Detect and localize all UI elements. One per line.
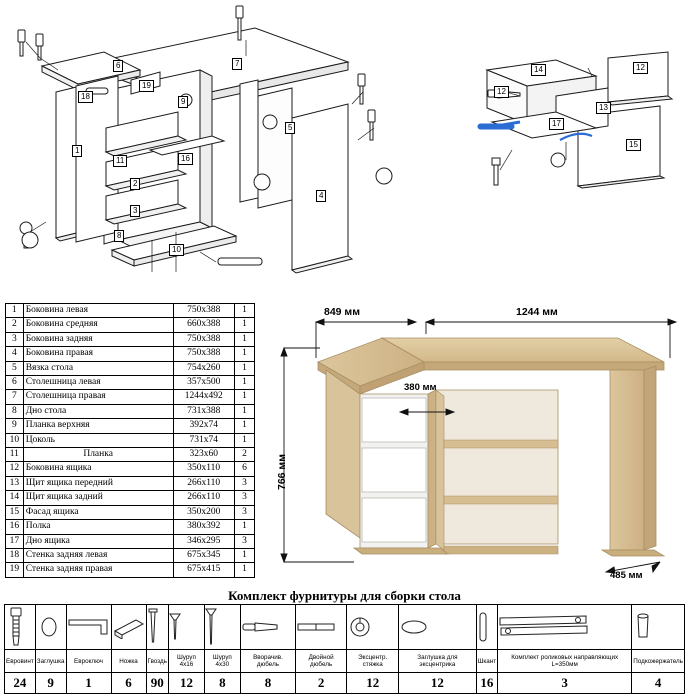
part-qty: 1 — [234, 520, 254, 534]
part-dim: 675x415 — [173, 563, 234, 577]
callout-8: 8 — [114, 230, 124, 242]
part-qty: 1 — [234, 318, 254, 332]
kit-qty: 12 — [399, 673, 476, 694]
kit-qty: 12 — [347, 673, 399, 694]
dimension-width-left: 849 мм — [324, 306, 360, 318]
part-name: Вязка стола — [23, 361, 173, 375]
callout-3: 3 — [130, 205, 140, 217]
part-name: Дно стола — [23, 404, 173, 418]
cup-holder-icon — [632, 613, 684, 641]
part-qty: 6 — [234, 462, 254, 476]
part-dim: 392x74 — [173, 419, 234, 433]
callout-11: 11 — [113, 155, 127, 167]
cam-lock-icon — [347, 614, 398, 640]
kit-cell-icon — [632, 605, 685, 650]
screw-in-dowel-icon — [241, 618, 295, 636]
part-dim: 380x392 — [173, 520, 234, 534]
part-no: 4 — [6, 347, 24, 361]
kit-cell-icon — [347, 605, 399, 650]
kit-label: Шуруп 4х30 — [204, 650, 240, 673]
kit-label: Подкожержатель — [632, 650, 685, 673]
dimension-height: 766 мм — [276, 454, 288, 490]
part-name: Полка — [23, 520, 173, 534]
kit-qty: 1 — [66, 673, 111, 694]
part-dim: 754x260 — [173, 361, 234, 375]
exploded-view-diagram — [0, 0, 689, 295]
hardware-kit-table — [4, 604, 685, 694]
table-row — [6, 520, 255, 534]
part-qty: 1 — [234, 404, 254, 418]
nail-icon — [147, 608, 168, 646]
kit-cell-icon — [146, 605, 168, 650]
kit-qty: 4 — [632, 673, 685, 694]
table-row — [6, 361, 255, 375]
part-dim: 731x74 — [173, 433, 234, 447]
part-qty: 1 — [234, 563, 254, 577]
part-dim: 750x388 — [173, 304, 234, 318]
kit-qty: 3 — [498, 673, 632, 694]
kit-qty: 9 — [35, 673, 66, 694]
kit-cell-icon — [35, 605, 66, 650]
part-no: 14 — [6, 491, 24, 505]
part-name: Боковина задняя — [23, 332, 173, 346]
table-row — [6, 534, 255, 548]
table-row — [6, 318, 255, 332]
kit-label: Заглушка — [35, 650, 66, 673]
part-qty: 3 — [234, 491, 254, 505]
part-no: 6 — [6, 376, 24, 390]
dimension-depth-inner: 380 мм — [404, 382, 437, 393]
part-qty: 1 — [234, 361, 254, 375]
kit-cell-icon — [204, 605, 240, 650]
callout-13: 13 — [596, 102, 611, 114]
part-no: 3 — [6, 332, 24, 346]
table-row — [6, 376, 255, 390]
part-name: Фасад ящика — [23, 505, 173, 519]
table-row — [6, 419, 255, 433]
dimension-depth-bottom: 485 мм — [610, 570, 643, 581]
part-dim: 660x388 — [173, 318, 234, 332]
part-qty: 3 — [234, 534, 254, 548]
kit-cell-icon — [240, 605, 295, 650]
part-name: Дно ящика — [23, 534, 173, 548]
part-qty: 1 — [234, 332, 254, 346]
part-no: 2 — [6, 318, 24, 332]
part-no: 11 — [6, 448, 24, 462]
part-name: Боковина правая — [23, 347, 173, 361]
callout-7: 7 — [232, 58, 242, 70]
cam-cover-icon — [399, 618, 475, 636]
kit-label: Евроключ — [66, 650, 111, 673]
kit-label: Эксцентр. стяжка — [347, 650, 399, 673]
kit-cell-icon — [476, 605, 498, 650]
part-qty: 1 — [234, 419, 254, 433]
kit-label: Двойной дюбель — [296, 650, 347, 673]
kit-cell-icon — [399, 605, 476, 650]
part-name: Щит ящика задний — [23, 491, 173, 505]
part-dim: 675x345 — [173, 548, 234, 562]
part-no: 13 — [6, 476, 24, 490]
kit-cell-icon — [5, 605, 36, 650]
table-row — [6, 476, 255, 490]
part-no: 12 — [6, 462, 24, 476]
callout-17: 17 — [549, 118, 564, 130]
callout-12a: 12 — [494, 86, 509, 98]
part-name: Планка — [23, 448, 173, 462]
kit-cell-icon — [296, 605, 347, 650]
euro-screw-icon — [5, 607, 35, 647]
kit-qty: 24 — [5, 673, 36, 694]
part-dim: 357x500 — [173, 376, 234, 390]
cap-plug-icon — [36, 614, 66, 640]
part-no: 1 — [6, 304, 24, 318]
kit-label: Комплект роликовых направляющих L=350мм — [498, 650, 632, 673]
table-row — [6, 390, 255, 404]
part-qty: 1 — [234, 390, 254, 404]
callout-2: 2 — [130, 178, 140, 190]
part-dim: 1244x492 — [173, 390, 234, 404]
part-no: 9 — [6, 419, 24, 433]
part-name: Боковина средняя — [23, 318, 173, 332]
screw-4x30-icon — [205, 607, 240, 647]
part-qty: 1 — [234, 347, 254, 361]
callout-4: 4 — [316, 190, 326, 202]
table-row — [6, 448, 255, 462]
part-dim: 350x200 — [173, 505, 234, 519]
kit-label: Гвоздь — [146, 650, 168, 673]
part-dim: 350x110 — [173, 462, 234, 476]
wood-dowel-icon — [477, 611, 498, 643]
table-row — [6, 462, 255, 476]
kit-qty: 12 — [168, 673, 204, 694]
part-dim: 750x388 — [173, 347, 234, 361]
kit-cell-icon — [168, 605, 204, 650]
part-no: 5 — [6, 361, 24, 375]
kit-labels-row — [5, 650, 685, 673]
part-qty: 3 — [234, 476, 254, 490]
kit-label: Вворачив. дюбель — [240, 650, 295, 673]
double-dowel-icon — [296, 620, 346, 634]
table-row — [6, 433, 255, 447]
kit-label: Шкант — [476, 650, 498, 673]
kit-label: Заглушка для эксцентрика — [399, 650, 476, 673]
table-row — [6, 332, 255, 346]
part-qty: 1 — [234, 376, 254, 390]
table-row — [6, 505, 255, 519]
part-name: Боковина ящика — [23, 462, 173, 476]
hardware-kit-title: Комплект фурнитуры для сборки стола — [228, 588, 461, 603]
callout-18: 18 — [78, 91, 93, 103]
part-dim: 731x388 — [173, 404, 234, 418]
callout-16: 16 — [178, 153, 193, 165]
kit-cell-icon — [66, 605, 111, 650]
callout-1: 1 — [72, 145, 82, 157]
callout-9: 9 — [178, 96, 188, 108]
kit-label: Ножка — [111, 650, 146, 673]
assembled-desk-render — [258, 300, 686, 585]
dimension-width-top: 1244 мм — [516, 306, 558, 318]
kit-qty: 90 — [146, 673, 168, 694]
part-dim: 346x295 — [173, 534, 234, 548]
part-dim: 266x110 — [173, 476, 234, 490]
kit-icons-row — [5, 605, 685, 650]
part-qty: 1 — [234, 433, 254, 447]
callout-19: 19 — [139, 80, 154, 92]
parts-list-body — [6, 304, 255, 578]
part-no: 8 — [6, 404, 24, 418]
table-row — [6, 304, 255, 318]
part-qty: 1 — [234, 304, 254, 318]
part-name: Боковина левая — [23, 304, 173, 318]
screw-4x16-icon — [169, 612, 204, 642]
kit-label: Евровинт — [5, 650, 36, 673]
part-name: Столешница левая — [23, 376, 173, 390]
callout-10: 10 — [169, 244, 184, 256]
kit-qty: 8 — [204, 673, 240, 694]
part-name: Щит ящика передний — [23, 476, 173, 490]
kit-qty: 8 — [240, 673, 295, 694]
part-no: 16 — [6, 520, 24, 534]
callout-5: 5 — [285, 122, 295, 134]
desk-render-svg — [258, 300, 686, 585]
part-name: Цоколь — [23, 433, 173, 447]
table-row — [6, 563, 255, 577]
kit-quantities-row — [5, 673, 685, 694]
part-name: Стенка задняя правая — [23, 563, 173, 577]
exploded-view-svg — [0, 0, 689, 295]
kit-qty: 16 — [476, 673, 498, 694]
table-row — [6, 548, 255, 562]
part-no: 18 — [6, 548, 24, 562]
part-name: Стенка задняя левая — [23, 548, 173, 562]
callout-6: 6 — [113, 60, 123, 72]
part-dim: 750x388 — [173, 332, 234, 346]
callout-14: 14 — [531, 64, 546, 76]
part-name: Столешница правая — [23, 390, 173, 404]
table-row — [6, 404, 255, 418]
callout-15: 15 — [626, 139, 641, 151]
roller-slides-icon — [498, 612, 631, 642]
kit-cell-icon — [111, 605, 146, 650]
leg-icon — [112, 615, 146, 639]
part-dim: 266x110 — [173, 491, 234, 505]
part-name: Планка верхняя — [23, 419, 173, 433]
part-no: 15 — [6, 505, 24, 519]
part-dim: 323x60 — [173, 448, 234, 462]
kit-label: Шуруп 4х16 — [168, 650, 204, 673]
part-qty: 1 — [234, 548, 254, 562]
part-qty: 2 — [234, 448, 254, 462]
part-qty: 3 — [234, 505, 254, 519]
kit-cell-icon — [498, 605, 632, 650]
part-no: 7 — [6, 390, 24, 404]
part-no: 17 — [6, 534, 24, 548]
table-row — [6, 491, 255, 505]
parts-list-table — [5, 303, 255, 578]
callout-12b: 12 — [633, 62, 648, 74]
table-row — [6, 347, 255, 361]
kit-qty: 6 — [111, 673, 146, 694]
part-no: 10 — [6, 433, 24, 447]
part-no: 19 — [6, 563, 24, 577]
euro-key-icon — [67, 616, 111, 638]
kit-qty: 2 — [296, 673, 347, 694]
